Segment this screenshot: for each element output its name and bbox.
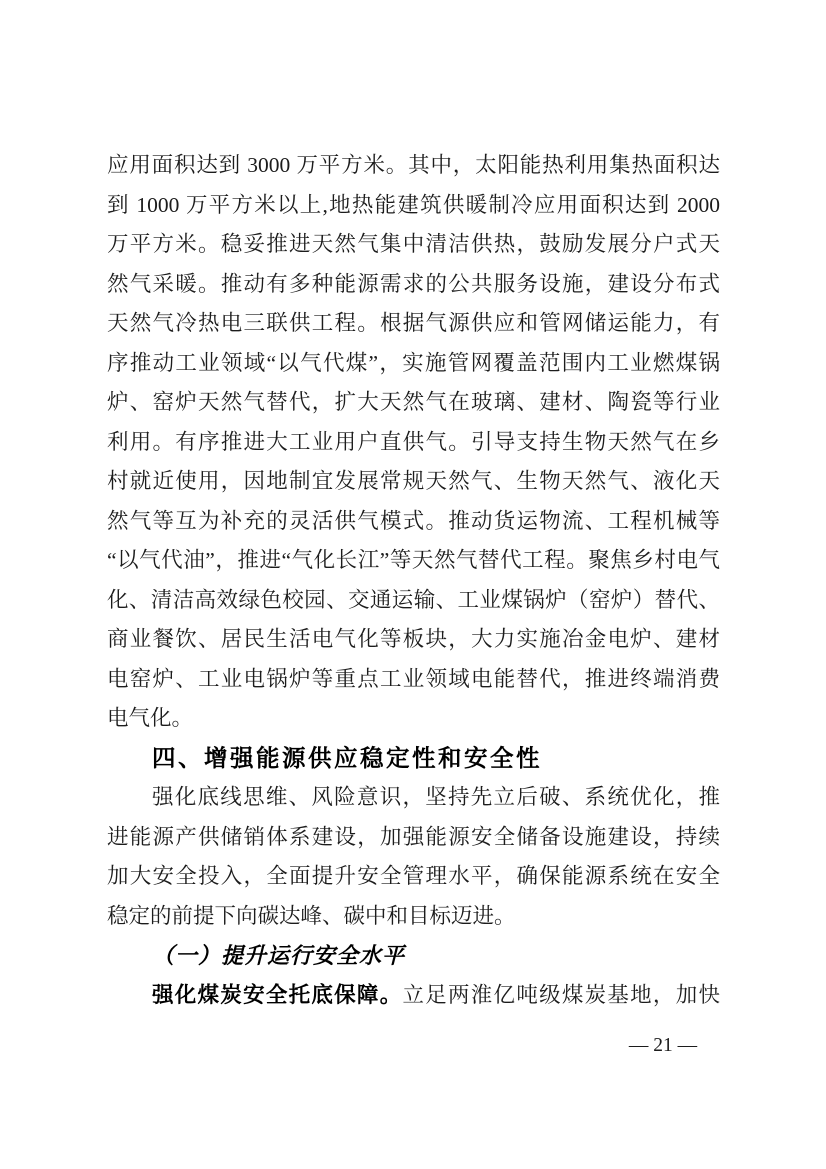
body-line: 商业餐饮、居民生活电气化等板块，大力实施冶金电炉、建材 [107, 627, 720, 651]
body-line: 电气化。 [107, 706, 194, 730]
page-number: — 21 — [628, 1035, 698, 1056]
subsection-heading: （一）提升运行安全水平 [152, 943, 406, 968]
body-line: 应用面积达到 3000 万平方米。其中，太阳能热利用集热面积达 [107, 153, 720, 177]
body-line: 到 1000 万平方米以上,地热能建筑供暖制冷应用面积达到 2000 [107, 192, 720, 217]
body-line: 天然气冷热电三联供工程。根据气源供应和管网储运能力，有 [107, 311, 720, 335]
document-body [107, 146, 720, 1015]
section-heading: 四、增强能源供应稳定性和安全性 [152, 744, 542, 771]
body-line: 化、清洁高效绿色校园、交通运输、工业煤锅炉（窑炉）替代、 [107, 587, 720, 612]
paragraph-lead: 强化煤炭安全托底保障。 [152, 982, 403, 1007]
body-line: 万平方米。稳妥推进天然气集中清洁供热，鼓励发展分户式天 [107, 232, 720, 256]
body-line: 加大安全投入，全面提升安全管理水平，确保能源系统在安全 [107, 864, 720, 888]
body-line [107, 976, 720, 1016]
body-line: 然气采暖。推动有多种能源需求的公共服务设施，建设分布式 [107, 271, 720, 296]
body-line: 村就近使用，因地制宜发展常规天然气、生物天然气、液化天 [107, 469, 720, 493]
body-line: 利用。有序推进大工业用户直供气。引导支持生物天然气在乡 [107, 429, 720, 454]
paragraph-text: 立足两淮亿吨级煤炭基地，加快 [402, 982, 720, 1007]
body-line: 电窑炉、工业电锅炉等重点工业领域电能替代，推进终端消费 [107, 666, 720, 691]
body-line: 强化底线思维、风险意识，坚持先立后破、系统优化，推 [152, 785, 720, 809]
body-line: 炉、窑炉天然气替代，扩大天然气在玻璃、建材、陶瓷等行业 [107, 390, 720, 414]
body-line: 进能源产供储销体系建设，加强能源安全储备设施建设，持续 [107, 824, 720, 849]
body-line: 然气等互为补充的灵活供气模式。推动货运物流、工程机械等 [107, 508, 720, 533]
body-line: 稳定的前提下向碳达峰、碳中和目标迈进。 [107, 903, 516, 928]
body-line: 序推动工业领域“以气代煤”，实施管网覆盖范围内工业燃煤锅 [107, 350, 720, 375]
body-line: “以气代油”，推进“气化长江”等天然气替代工程。聚焦乡村电气 [107, 548, 720, 572]
